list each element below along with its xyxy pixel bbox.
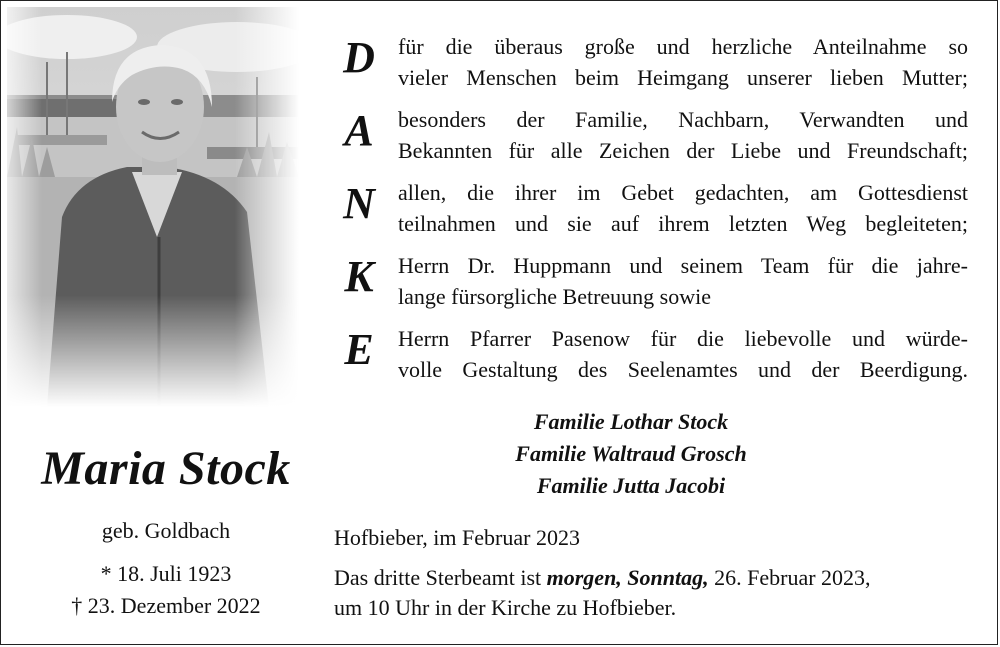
service-prefix: Das dritte Sterbeamt ist <box>334 565 547 590</box>
danke-letter: A <box>344 106 374 155</box>
death-date: † 23. Dezember 2022 <box>71 593 261 618</box>
danke-line: Bekannten für alle Zeichen der Liebe und Freundschaft; <box>398 138 968 163</box>
danke-line: lange fürsorgliche Betreuung sowie <box>398 284 712 309</box>
danke-line: Herrn Pfarrer Pasenow für die liebevolle und würde- <box>398 326 968 351</box>
place-date: Hofbieber, im Februar 2023 <box>334 525 580 550</box>
service-notice <box>334 562 974 593</box>
danke-letter: E <box>344 325 374 374</box>
danke-text <box>398 250 968 312</box>
danke-line: teilnahmen und sie auf ihrem letzten Weg begleiteten; <box>398 211 968 236</box>
danke-line: Herrn Dr. Huppmann und seinem Team für die jahre- <box>398 253 968 278</box>
danke-row-d <box>334 31 969 93</box>
service-location: um 10 Uhr in der Kirche zu Hofbieber. <box>334 595 677 620</box>
birth-date: * 18. Juli 1923 <box>100 561 232 586</box>
danke-line: für die überaus große und herzliche Anteilnahme so <box>398 34 968 59</box>
danke-line: volle Gestaltung des Seelenamtes und der Beerdigung. <box>398 357 968 382</box>
danke-text <box>398 104 968 166</box>
family-signature: Familie Lothar Stock <box>533 409 729 434</box>
family-signature: Familie Jutta Jacobi <box>536 473 726 498</box>
danke-line: besonders der Familie, Nachbarn, Verwandten und <box>398 107 968 132</box>
danke-row-n <box>334 177 969 239</box>
danke-text <box>398 31 968 93</box>
danke-row-a <box>334 104 969 166</box>
danke-letter: D <box>343 33 375 82</box>
service-suffix: 26. Februar 2023, <box>708 565 871 590</box>
danke-text <box>398 323 968 385</box>
danke-letter: K <box>344 252 374 301</box>
family-signature: Familie Waltraud Grosch <box>515 441 747 466</box>
danke-letter: N <box>343 179 375 228</box>
danke-text <box>398 177 968 239</box>
danke-row-k <box>334 250 969 312</box>
service-emphasis: morgen, Sonntag, <box>546 565 709 590</box>
birth-name: geb. Goldbach <box>101 518 231 543</box>
danke-line: vieler Menschen beim Heimgang unserer lieben Mutter; <box>398 65 968 90</box>
danke-line: allen, die ihrer im Gebet gedachten, am Gottesdienst <box>398 180 968 205</box>
danke-row-e <box>334 323 969 385</box>
portrait-photo <box>7 7 299 407</box>
deceased-name: Maria Stock <box>41 442 291 495</box>
